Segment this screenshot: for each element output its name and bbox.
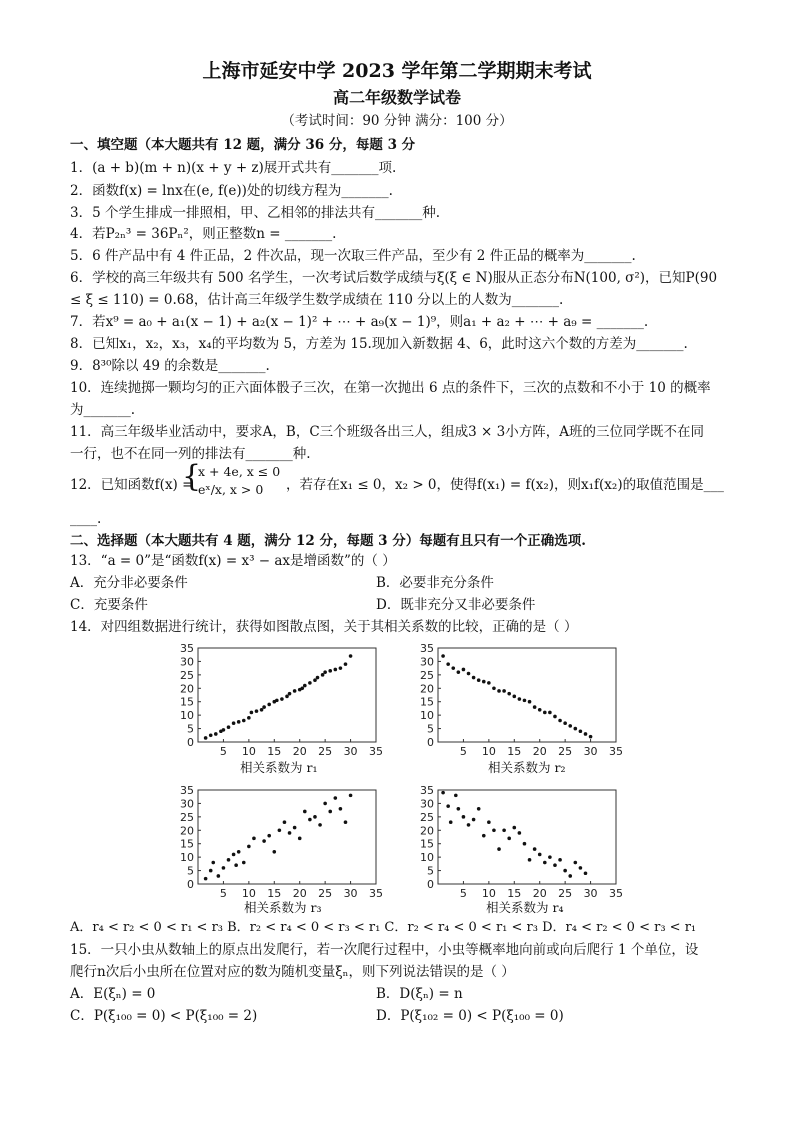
data-point <box>316 676 320 680</box>
scatter-caption-r3: 相关系数为 r₃ <box>244 900 322 915</box>
data-point <box>457 670 461 674</box>
data-point <box>262 839 266 843</box>
x-tick-label: 20 <box>292 745 307 758</box>
data-point <box>267 703 271 707</box>
x-tick-label: 35 <box>369 887 383 900</box>
x-tick-label: 35 <box>609 887 623 900</box>
data-point <box>283 820 287 824</box>
data-point <box>446 662 450 666</box>
question-12-suffix: ，若存在x₁ ≤ 0，x₂ > 0，使得f(x₁) = f(x₂)，则x₁f(x₂)的取值范围是___ <box>286 477 724 493</box>
question-12-prefix: 12．已知函数f(x) = <box>70 477 194 493</box>
data-point <box>487 681 491 685</box>
data-point <box>247 845 251 849</box>
data-point <box>323 670 327 674</box>
y-tick-label: 20 <box>180 824 194 838</box>
x-tick-label: 30 <box>583 745 598 758</box>
data-point <box>543 711 547 715</box>
data-point <box>543 861 547 865</box>
data-point <box>339 807 343 811</box>
y-tick-label: 20 <box>420 682 434 696</box>
x-tick-label: 20 <box>532 745 547 758</box>
data-point <box>222 728 226 732</box>
plot-frame <box>198 790 376 884</box>
data-point <box>492 686 496 690</box>
question-7: 7．若x⁹ = a₀ + a₁(x − 1) + a₂(x − 1)² + ⋯ + a₉(x − 1)⁹，则a₁ + a₂ + ⋯ + a₉ = _______. <box>70 314 649 330</box>
data-point <box>349 794 353 798</box>
y-tick-label: 5 <box>427 722 434 736</box>
x-tick-label: 30 <box>343 887 358 900</box>
question-13-option-a: A．充分非必要条件 <box>70 575 188 591</box>
exam-title: 上海市延安中学 2023 学年第二学期期末考试 <box>202 60 592 82</box>
data-point <box>211 861 215 865</box>
data-point <box>502 828 506 832</box>
data-point <box>344 662 348 666</box>
y-tick-label: 0 <box>187 736 194 749</box>
data-point <box>262 705 266 709</box>
data-point <box>482 834 486 838</box>
data-point <box>528 700 532 704</box>
y-tick-label: 15 <box>180 837 194 851</box>
data-point <box>538 853 542 857</box>
y-tick-label: 25 <box>180 668 194 682</box>
data-point <box>214 732 218 736</box>
data-point <box>339 666 343 670</box>
question-10-line2: 为_______. <box>70 402 136 418</box>
scatter-plot-r3 <box>168 782 398 912</box>
data-point <box>574 861 578 865</box>
question-13-option-d: D．既非充分又非必要条件 <box>376 597 536 613</box>
data-point <box>308 818 312 822</box>
scatter-plot-r1 <box>168 640 398 770</box>
x-tick-label: 15 <box>267 745 282 758</box>
section1-heading: 一、填空题（本大题共有 12 题，满分 36 分，每题 3 分 <box>70 137 416 153</box>
y-tick-label: 30 <box>180 655 194 669</box>
data-point <box>492 828 496 832</box>
question-14: 14．对四组数据进行统计，获得如图散点图，关于其相关系数的比较，正确的是（ ） <box>70 619 578 635</box>
data-point <box>328 810 332 814</box>
question-12-line2: ____. <box>70 511 102 527</box>
question-13: 13．“a = 0”是“函数f(x) = x³ − ax是增函数”的（ ） <box>70 553 396 569</box>
data-point <box>227 725 231 729</box>
data-point <box>553 863 557 867</box>
data-point <box>247 716 251 720</box>
scatter-plot-r2 <box>408 640 638 770</box>
y-tick-label: 35 <box>420 784 434 797</box>
question-15-option-b: B．D(ξₙ) = n <box>376 986 463 1002</box>
data-point <box>344 820 348 824</box>
data-point <box>477 678 481 682</box>
x-tick-label: 10 <box>481 887 496 900</box>
data-point <box>472 676 476 680</box>
data-point <box>252 837 256 841</box>
data-point <box>533 847 537 851</box>
x-tick-label: 5 <box>459 887 467 900</box>
question-15-option-c: C．P(ξ₁₀₀ = 0) < P(ξ₁₀₀ = 2) <box>70 1008 258 1024</box>
x-tick-label: 15 <box>507 887 522 900</box>
y-tick-label: 10 <box>420 709 434 723</box>
y-tick-label: 15 <box>420 837 434 851</box>
scatter-caption-r1: 相关系数为 r₁ <box>240 760 318 775</box>
data-point <box>584 871 588 875</box>
y-tick-label: 35 <box>420 642 434 655</box>
y-tick-label: 0 <box>427 878 434 891</box>
data-point <box>209 733 213 737</box>
question-15-option-a: A．E(ξₙ) = 0 <box>70 986 156 1002</box>
data-point <box>523 842 527 846</box>
x-tick-label: 25 <box>558 887 573 900</box>
data-point <box>563 869 567 873</box>
data-point <box>589 735 593 739</box>
y-tick-label: 15 <box>420 695 434 709</box>
data-point <box>538 708 542 712</box>
scatter-caption-r4: 相关系数为 r₄ <box>486 900 564 915</box>
y-tick-label: 5 <box>187 864 194 878</box>
question-5: 5．6 件产品中有 4 件正品，2 件次品，现一次取三件产品，至少有 2 件正品的概率为_______. <box>70 248 636 264</box>
data-point <box>237 850 241 854</box>
x-tick-label: 35 <box>609 745 623 758</box>
question-3: 3．5 个学生排成一排照相，甲、乙相邻的排法共有_______种. <box>70 205 441 221</box>
x-tick-label: 10 <box>241 887 256 900</box>
data-point <box>579 729 583 733</box>
data-point <box>449 820 453 824</box>
data-point <box>328 669 332 673</box>
question-15-option-d: D．P(ξ₁₀₂ = 0) < P(ξ₁₀₀ = 0) <box>376 1008 564 1024</box>
y-tick-label: 10 <box>180 709 194 723</box>
data-point <box>275 699 279 703</box>
data-point <box>563 721 567 725</box>
data-point <box>441 791 445 795</box>
y-tick-label: 15 <box>180 695 194 709</box>
data-point <box>313 815 317 819</box>
y-tick-label: 35 <box>180 642 194 655</box>
question-8: 8．已知x₁，x₂，x₃，x₄的平均数为 5，方差为 15.现加入新数据 4、6，此时这六个数的方差为_______. <box>70 336 688 352</box>
y-tick-label: 20 <box>180 682 194 696</box>
data-point <box>462 815 466 819</box>
brace-glyph: { <box>182 459 202 494</box>
y-tick-label: 20 <box>420 824 434 838</box>
x-tick-label: 25 <box>558 745 573 758</box>
exam-subtitle: 高二年级数学试卷 <box>332 88 461 107</box>
data-point <box>288 692 292 696</box>
x-tick-label: 5 <box>219 745 227 758</box>
data-point <box>217 874 221 878</box>
data-point <box>232 853 236 857</box>
data-point <box>451 666 455 670</box>
data-point <box>441 654 445 658</box>
piecewise-case-2: eˣ/x, x > 0 <box>198 482 264 497</box>
data-point <box>497 847 501 851</box>
x-tick-label: 30 <box>343 745 358 758</box>
data-point <box>528 858 532 862</box>
data-point <box>242 861 246 865</box>
data-point <box>467 823 471 827</box>
x-tick-label: 30 <box>583 887 598 900</box>
x-tick-label: 20 <box>292 887 307 900</box>
data-point <box>313 678 317 682</box>
data-point <box>280 697 284 701</box>
question-2: 2．函数f(x) = lnx在(e, f(e))处的切线方程为_______. <box>70 183 393 199</box>
data-point <box>293 689 297 693</box>
y-tick-label: 25 <box>180 810 194 824</box>
data-point <box>548 855 552 859</box>
data-point <box>457 807 461 811</box>
data-point <box>255 709 259 713</box>
x-tick-label: 20 <box>532 887 547 900</box>
question-4: 4．若P₂ₙ³ = 36Pₙ²，则正整数n = _______. <box>70 226 337 242</box>
x-tick-label: 35 <box>369 745 383 758</box>
data-point <box>574 727 578 731</box>
data-point <box>298 837 302 841</box>
data-point <box>507 692 511 696</box>
x-tick-label: 5 <box>219 887 227 900</box>
y-tick-label: 5 <box>187 722 194 736</box>
data-point <box>467 672 471 676</box>
data-point <box>462 668 466 672</box>
data-point <box>323 802 327 806</box>
data-point <box>321 673 325 677</box>
data-point <box>512 826 516 830</box>
data-point <box>267 834 271 838</box>
scatter-plot-r4 <box>408 782 638 912</box>
data-point <box>579 866 583 870</box>
x-tick-label: 5 <box>459 745 467 758</box>
data-point <box>349 654 353 658</box>
plot-frame <box>438 790 616 884</box>
data-point <box>278 828 282 832</box>
question-15-line2: 爬行n次后小虫所在位置对应的数为随机变量ξₙ，则下列说法错误的是（ ） <box>70 964 515 980</box>
data-point <box>548 711 552 715</box>
question-13-option-c: C．充要条件 <box>70 597 148 613</box>
data-point <box>497 689 501 693</box>
data-point <box>523 699 527 703</box>
question-11-line1: 11．高三年级毕业活动中，要求A，B，C三个班级各出三人，组成3 × 3小方阵，A班的三位同学既不在同 <box>70 424 704 440</box>
data-point <box>568 874 572 878</box>
data-point <box>272 850 276 854</box>
data-point <box>204 736 208 740</box>
piecewise-case-1: x + 4e, x ≤ 0 <box>198 464 281 479</box>
plot-frame <box>438 648 616 742</box>
x-tick-label: 25 <box>318 887 333 900</box>
data-point <box>288 831 292 835</box>
data-point <box>300 686 304 690</box>
x-tick-label: 15 <box>507 745 522 758</box>
question-15-line1: 15．一只小虫从数轴上的原点出发爬行，若一次爬行过程中，小虫等概率地向前或向后爬行 1 个单位，设 <box>70 942 699 958</box>
data-point <box>502 689 506 693</box>
data-point <box>334 668 338 672</box>
question-14-options: A．r₄ < r₂ < 0 < r₁ < r₃ B．r₂ < r₄ < 0 < r₃ < r₁ C．r₂ < r₄ < 0 < r₁ < r₃ D．r₄ < r₂ < 0 < r₃ < r₁ <box>70 920 697 935</box>
data-point <box>308 681 312 685</box>
exam-info: （考试时间：90 分钟 满分：100 分） <box>281 113 513 129</box>
question-10-line1: 10．连续抛掷一颗均匀的正六面体骰子三次，在第一次抛出 6 点的条件下，三次的点数和不小于 10 的概率 <box>70 380 711 396</box>
data-point <box>518 697 522 701</box>
data-point <box>222 866 226 870</box>
data-point <box>446 804 450 808</box>
x-tick-label: 10 <box>481 745 496 758</box>
data-point <box>303 810 307 814</box>
data-point <box>260 708 264 712</box>
data-point <box>482 680 486 684</box>
data-point <box>507 837 511 841</box>
data-point <box>487 820 491 824</box>
data-point <box>553 715 557 719</box>
data-point <box>584 732 588 736</box>
y-tick-label: 10 <box>180 851 194 865</box>
data-point <box>209 869 213 873</box>
data-point <box>250 711 254 715</box>
data-point <box>237 720 241 724</box>
y-tick-label: 30 <box>420 655 434 669</box>
data-point <box>472 818 476 822</box>
y-tick-label: 35 <box>180 784 194 797</box>
data-point <box>558 858 562 862</box>
data-point <box>204 877 208 881</box>
data-point <box>293 826 297 830</box>
question-6-line1: 6．学校的高三年级共有 500 名学生，一次考试后数学成绩与ξ(ξ ∈ N)服从正态分布N(100, σ²)，已知P(90 <box>70 270 718 286</box>
question-9: 9．8³⁰除以 49 的余数是_______. <box>70 358 270 374</box>
scatter-caption-r2: 相关系数为 r₂ <box>488 760 566 775</box>
data-point <box>285 695 289 699</box>
data-point <box>518 831 522 835</box>
question-1: 1．(a + b)(m + n)(x + y + z)展开式共有_______项. <box>70 160 397 176</box>
y-tick-label: 30 <box>420 797 434 811</box>
data-point <box>512 695 516 699</box>
y-tick-label: 30 <box>180 797 194 811</box>
data-point <box>303 684 307 688</box>
data-point <box>454 794 458 798</box>
x-tick-label: 10 <box>241 745 256 758</box>
data-point <box>477 807 481 811</box>
y-tick-label: 0 <box>187 878 194 891</box>
data-point <box>234 863 238 867</box>
x-tick-label: 15 <box>267 887 282 900</box>
question-11-line2: 一行，也不在同一列的排法有_______种. <box>70 446 311 462</box>
section2-heading: 二、选择题（本大题共有 4 题，满分 12 分，每题 3 分）每题有且只有一个正确选项. <box>70 533 586 549</box>
y-tick-label: 25 <box>420 668 434 682</box>
y-tick-label: 0 <box>427 736 434 749</box>
data-point <box>533 705 537 709</box>
question-13-option-b: B．必要非充分条件 <box>376 575 494 591</box>
data-point <box>334 796 338 800</box>
data-point <box>227 858 231 862</box>
data-point <box>242 719 246 723</box>
data-point <box>232 721 236 725</box>
question-6-line2: ≤ ξ ≤ 110) = 0.68，估计高三年级学生数学成绩在 110 分以上的人数为_______. <box>70 292 564 308</box>
y-tick-label: 5 <box>427 864 434 878</box>
y-tick-label: 10 <box>420 851 434 865</box>
x-tick-label: 25 <box>318 745 333 758</box>
data-point <box>568 724 572 728</box>
y-tick-label: 25 <box>420 810 434 824</box>
data-point <box>558 719 562 723</box>
data-point <box>318 823 322 827</box>
